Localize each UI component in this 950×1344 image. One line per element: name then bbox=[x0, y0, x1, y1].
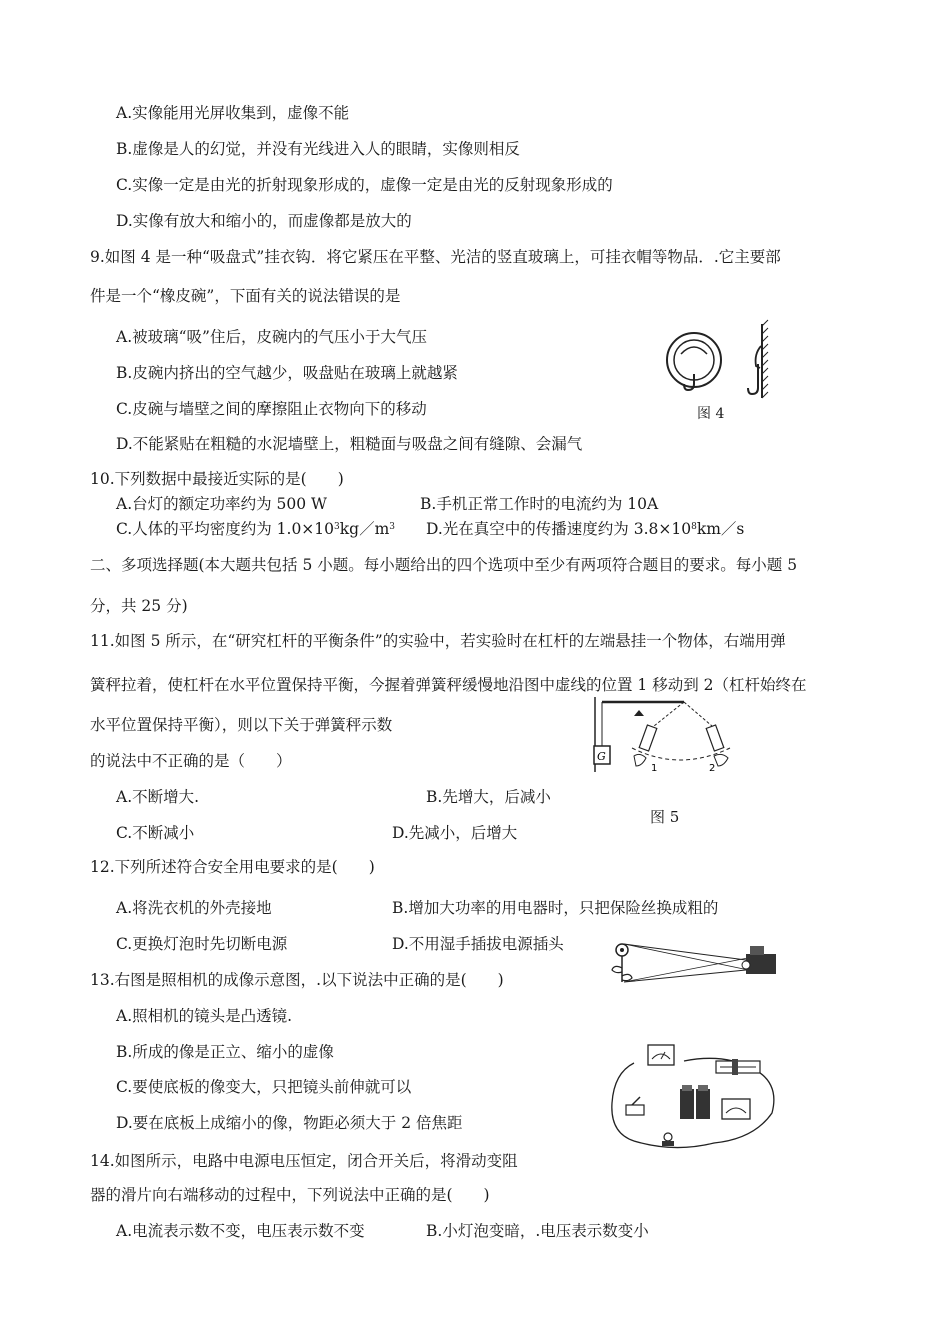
q13-option-c: C.要使底板的像变大，只把镜头前伸就可以 bbox=[116, 1078, 412, 1096]
lever-figure bbox=[592, 694, 736, 774]
q11-option-d: D.先减小，后增大 bbox=[392, 824, 518, 842]
q9-stem-line1: 9.如图 4 是一种“吸盘式”挂衣钩．将它紧压在平整、光洁的竖直玻璃上，可挂衣帽等物品．.它主要部 bbox=[90, 248, 781, 266]
q9-stem-line2: 件是一个“橡皮碗”，下面有关的说法错误的是 bbox=[90, 287, 401, 305]
q14-option-a: A.电流表示数不变，电压表示数不变 bbox=[116, 1222, 365, 1240]
section-2-heading-cont: 分，共 25 分) bbox=[90, 597, 188, 615]
suction-hook-figure bbox=[662, 318, 792, 404]
q12-option-c: C.更换灯泡时先切断电源 bbox=[116, 935, 288, 953]
q11-stem-line4: 的说法中不正确的是（ ） bbox=[90, 752, 292, 770]
q11-option-b: B.先增大，后减小 bbox=[426, 788, 551, 806]
q12-option-b: B.增加大功率的用电器时，只把保险丝换成粗的 bbox=[392, 899, 719, 917]
q8-option-c: C.实像一定是由光的折射现象形成的，虚像一定是由光的反射现象形成的 bbox=[116, 176, 613, 194]
q13-option-d: D.要在底板上成缩小的像，物距必须大于 2 倍焦距 bbox=[116, 1114, 463, 1132]
figure-4-caption: 图 4 bbox=[697, 406, 725, 422]
q9-option-c: C.皮碗与墙壁之间的摩擦阻止衣物向下的移动 bbox=[116, 400, 427, 418]
q10-option-d: D.光在真空中的传播速度约为 $3.8\times 10^8km/s$ bbox=[426, 520, 745, 538]
q14-stem-line2: 器的滑片向右端移动的过程中，下列说法中正确的是( ) bbox=[90, 1186, 490, 1204]
position-1-label: 1 bbox=[651, 763, 658, 774]
q10-option-a: A.台灯的额定功率约为 500 W bbox=[116, 495, 327, 513]
q9-option-d: D.不能紧贴在粗糙的水泥墙壁上，粗糙面与吸盘之间有缝隙、会漏气 bbox=[116, 435, 583, 453]
circuit-figure bbox=[604, 1033, 780, 1153]
q11-option-a: A.不断增大. bbox=[116, 788, 200, 806]
q10-stem: 10.下列数据中最接近实际的是( ) bbox=[90, 470, 344, 488]
q14-stem-line1: 14.如图所示，电路中电源电压恒定，闭合开关后，将滑动变阻 bbox=[90, 1152, 518, 1170]
figure-5-caption: 图 5 bbox=[650, 808, 680, 826]
q8-option-d: D.实像有放大和缩小的，而虚像都是放大的 bbox=[116, 212, 412, 230]
q11-stem-line3: 水平位置保持平衡），则以下关于弹簧秤示数 bbox=[90, 716, 393, 734]
q10-option-b: B.手机正常工作时的电流约为 10A bbox=[420, 495, 659, 513]
q14-option-b: B.小灯泡变暗，.电压表示数变小 bbox=[426, 1222, 649, 1240]
q8-option-b: B.虚像是人的幻觉，并没有光线进入人的眼睛，实像则相反 bbox=[116, 140, 520, 158]
q8-option-a: A.实像能用光屏收集到，虚像不能 bbox=[116, 104, 350, 122]
q12-option-d: D.不用湿手插拔电源插头 bbox=[392, 935, 564, 953]
q9-option-a: A.被玻璃“吸”住后，皮碗内的气压小于大气压 bbox=[116, 328, 427, 346]
section-2-heading: 二、多项选择题(本大题共包括 5 小题。每小题给出的四个选项中至少有两项符合题目的要求。每小题 5 bbox=[90, 556, 798, 574]
q12-option-a: A.将洗衣机的外壳接地 bbox=[116, 899, 272, 917]
q13-option-b: B.所成的像是正立、缩小的虚像 bbox=[116, 1043, 334, 1061]
q12-stem: 12.下列所述符合安全用电要求的是( ) bbox=[90, 858, 375, 876]
q10-option-c: C.人体的平均密度约为 $1.0\times 10^3kg/m^3$ bbox=[116, 520, 396, 538]
q9-option-b: B.皮碗内挤出的空气越少，吸盘贴在玻璃上就越紧 bbox=[116, 364, 458, 382]
q11-option-c: C.不断减小 bbox=[116, 824, 195, 842]
q13-option-a: A.照相机的镜头是凸透镜. bbox=[116, 1007, 293, 1025]
camera-imaging-figure bbox=[606, 938, 782, 992]
q11-stem-line2: 簧秤拉着，使杠杆在水平位置保持平衡，今握着弹簧秤缓慢地沿图中虚线的位置 1 移动到 2（杠杆始终在 bbox=[90, 676, 807, 694]
weight-label: G bbox=[597, 750, 606, 763]
q13-stem: 13.右图是照相机的成像示意图，.以下说法中正确的是( ) bbox=[90, 971, 504, 989]
q11-stem-line1: 11.如图 5 所示，在“研究杠杆的平衡条件”的实验中，若实验时在杠杆的左端悬挂一个物体，右端用弹 bbox=[90, 632, 786, 650]
position-2-label: 2 bbox=[709, 763, 716, 774]
